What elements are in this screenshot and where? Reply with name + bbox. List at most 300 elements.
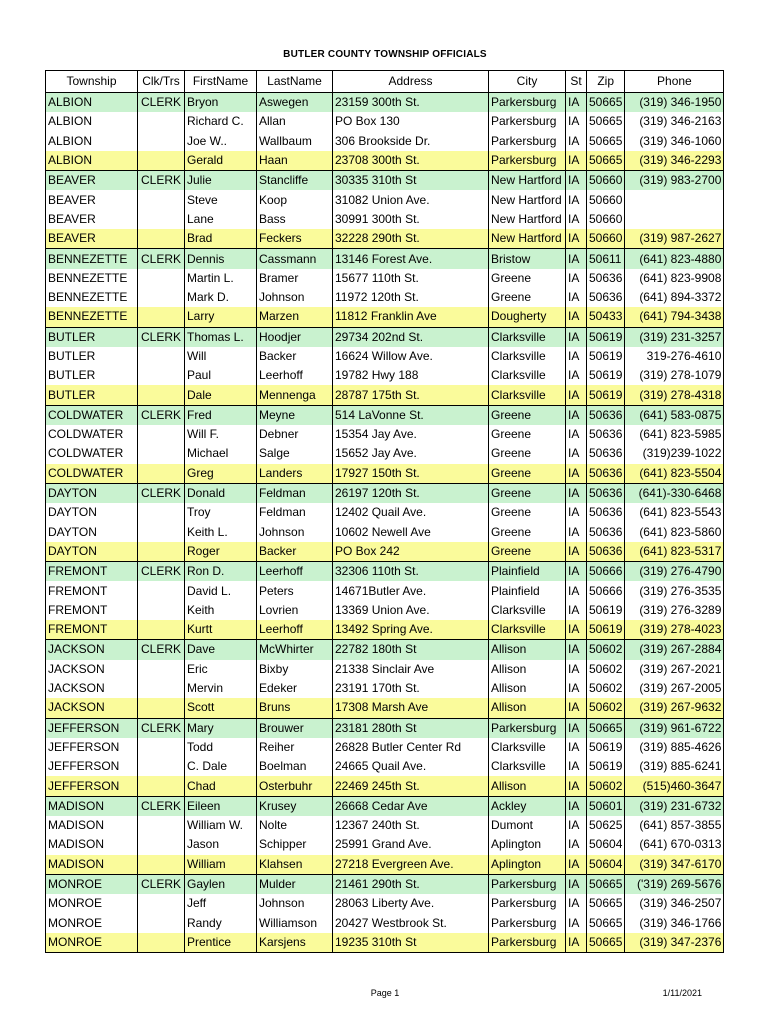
cell-phone: (641) 794-3438 (625, 307, 724, 327)
cell-state: IA (566, 347, 587, 366)
cell-clk-trs (138, 132, 185, 151)
cell-phone: (319) 231-6732 (625, 796, 724, 816)
cell-clk-trs (138, 464, 185, 484)
cell-clk-trs (138, 757, 185, 776)
cell-zip: 50619 (587, 385, 625, 405)
cell-address: 20427 Westbrook St. (333, 913, 489, 932)
cell-address: 28063 Liberty Ave. (333, 894, 489, 913)
cell-lastname: Bruns (257, 698, 333, 718)
table-row (46, 483, 724, 503)
cell-lastname: Salge (257, 444, 333, 463)
cell-city: Greene (489, 288, 566, 307)
cell-township: BENNEZETTE (46, 288, 138, 307)
table-row (46, 601, 724, 620)
table-row (46, 249, 724, 269)
cell-clk-trs (138, 581, 185, 600)
cell-city: Parkersburg (489, 894, 566, 913)
cell-zip: 50602 (587, 698, 625, 718)
cell-zip: 50601 (587, 796, 625, 816)
cell-zip: 50602 (587, 660, 625, 679)
cell-firstname: Dennis (185, 249, 257, 269)
cell-lastname: Leerhoff (257, 366, 333, 385)
cell-state: IA (566, 464, 587, 484)
cell-zip: 50619 (587, 327, 625, 347)
cell-state: IA (566, 327, 587, 347)
cell-township: COLDWATER (46, 425, 138, 444)
cell-lastname: Lovrien (257, 601, 333, 620)
cell-zip: 50619 (587, 738, 625, 757)
cell-address: 306 Brookside Dr. (333, 132, 489, 151)
cell-city: Clarksville (489, 385, 566, 405)
cell-clk-trs: CLERK (138, 718, 185, 738)
cell-township: FREMONT (46, 562, 138, 582)
cell-state: IA (566, 601, 587, 620)
cell-city: Parkersburg (489, 112, 566, 131)
cell-township: BUTLER (46, 385, 138, 405)
cell-lastname: Meyne (257, 405, 333, 425)
cell-township: MADISON (46, 855, 138, 875)
cell-address: 22469 245th St. (333, 776, 489, 796)
cell-phone: (641) 823-5985 (625, 425, 724, 444)
cell-zip: 50666 (587, 562, 625, 582)
cell-firstname: Prentice (185, 933, 257, 953)
cell-state: IA (566, 581, 587, 600)
cell-state: IA (566, 523, 587, 542)
cell-state: IA (566, 835, 587, 854)
table-row (46, 190, 724, 209)
cell-phone: (319) 346-1950 (625, 93, 724, 113)
cell-township: ALBION (46, 151, 138, 171)
cell-city: Greene (489, 425, 566, 444)
table-row (46, 464, 724, 484)
cell-lastname: Stancliffe (257, 171, 333, 191)
cell-zip: 50665 (587, 718, 625, 738)
cell-zip: 50619 (587, 347, 625, 366)
cell-state: IA (566, 483, 587, 503)
table-row (46, 229, 724, 249)
cell-zip: 50665 (587, 933, 625, 953)
cell-clk-trs (138, 542, 185, 562)
cell-city: New Hartford (489, 210, 566, 229)
cell-address: 32306 110th St. (333, 562, 489, 582)
cell-clk-trs (138, 503, 185, 522)
cell-lastname: Marzen (257, 307, 333, 327)
cell-city: Parkersburg (489, 132, 566, 151)
cell-clk-trs (138, 190, 185, 209)
cell-phone: (319) 987-2627 (625, 229, 724, 249)
cell-firstname: Paul (185, 366, 257, 385)
cell-address: 19235 310th St (333, 933, 489, 953)
cell-clk-trs (138, 385, 185, 405)
table-row (46, 913, 724, 932)
cell-state: IA (566, 210, 587, 229)
cell-clk-trs (138, 288, 185, 307)
cell-lastname: Debner (257, 425, 333, 444)
cell-address: 22782 180th St (333, 640, 489, 660)
table-row (46, 151, 724, 171)
cell-state: IA (566, 874, 587, 894)
cell-lastname: Aswegen (257, 93, 333, 113)
cell-zip: 50602 (587, 776, 625, 796)
cell-firstname: Michael (185, 444, 257, 463)
cell-lastname: Bass (257, 210, 333, 229)
cell-zip: 50602 (587, 640, 625, 660)
cell-phone: ('319) 269-5676 (625, 874, 724, 894)
cell-firstname: Keith L. (185, 523, 257, 542)
cell-address: 19782 Hwy 188 (333, 366, 489, 385)
cell-state: IA (566, 503, 587, 522)
cell-township: BEAVER (46, 229, 138, 249)
cell-firstname: William (185, 855, 257, 875)
cell-phone: (641) 823-9908 (625, 269, 724, 288)
cell-firstname: Mervin (185, 679, 257, 698)
table-row (46, 385, 724, 405)
cell-clk-trs: CLERK (138, 640, 185, 660)
cell-lastname: Feldman (257, 503, 333, 522)
cell-township: FREMONT (46, 620, 138, 640)
cell-clk-trs (138, 913, 185, 932)
table-row (46, 835, 724, 854)
column-header-firstname: FirstName (185, 71, 257, 93)
cell-firstname: Randy (185, 913, 257, 932)
cell-township: JEFFERSON (46, 738, 138, 757)
table-row (46, 542, 724, 562)
cell-city: Clarksville (489, 601, 566, 620)
cell-phone: (319) 276-3289 (625, 601, 724, 620)
cell-city: Allison (489, 679, 566, 698)
column-header-address: Address (333, 71, 489, 93)
cell-clk-trs (138, 229, 185, 249)
cell-zip: 50665 (587, 112, 625, 131)
cell-zip: 50636 (587, 542, 625, 562)
cell-phone: (515)460-3647 (625, 776, 724, 796)
cell-township: JEFFERSON (46, 757, 138, 776)
table-row (46, 327, 724, 347)
cell-township: JACKSON (46, 640, 138, 660)
cell-township: BENNEZETTE (46, 307, 138, 327)
cell-firstname: Roger (185, 542, 257, 562)
cell-phone: (641) 823-4880 (625, 249, 724, 269)
cell-lastname: Backer (257, 347, 333, 366)
table-row (46, 444, 724, 463)
cell-lastname: McWhirter (257, 640, 333, 660)
cell-city: Parkersburg (489, 93, 566, 113)
cell-township: COLDWATER (46, 444, 138, 463)
cell-lastname: Osterbuhr (257, 776, 333, 796)
table-row (46, 679, 724, 698)
cell-phone (625, 210, 724, 229)
cell-firstname: Todd (185, 738, 257, 757)
cell-clk-trs (138, 738, 185, 757)
cell-firstname: Eileen (185, 796, 257, 816)
cell-lastname: Mulder (257, 874, 333, 894)
cell-firstname: Kurtt (185, 620, 257, 640)
cell-address: 27218 Evergreen Ave. (333, 855, 489, 875)
cell-state: IA (566, 385, 587, 405)
cell-clk-trs (138, 366, 185, 385)
cell-lastname: Haan (257, 151, 333, 171)
cell-lastname: Leerhoff (257, 562, 333, 582)
cell-lastname: Edeker (257, 679, 333, 698)
cell-lastname: Leerhoff (257, 620, 333, 640)
cell-city: Greene (489, 523, 566, 542)
cell-state: IA (566, 425, 587, 444)
cell-clk-trs (138, 620, 185, 640)
cell-state: IA (566, 562, 587, 582)
table-row (46, 307, 724, 327)
cell-firstname: William W. (185, 816, 257, 835)
cell-firstname: Mary (185, 718, 257, 738)
cell-zip: 50660 (587, 171, 625, 191)
cell-phone: (319) 278-4318 (625, 385, 724, 405)
cell-lastname: Koop (257, 190, 333, 209)
cell-city: Clarksville (489, 738, 566, 757)
cell-zip: 50636 (587, 483, 625, 503)
cell-zip: 50611 (587, 249, 625, 269)
cell-address: PO Box 242 (333, 542, 489, 562)
cell-address: 514 LaVonne St. (333, 405, 489, 425)
cell-zip: 50636 (587, 288, 625, 307)
cell-phone: (319) 347-2376 (625, 933, 724, 953)
cell-firstname: Dale (185, 385, 257, 405)
cell-lastname: Boelman (257, 757, 333, 776)
cell-zip: 50660 (587, 229, 625, 249)
cell-township: COLDWATER (46, 405, 138, 425)
cell-city: Parkersburg (489, 718, 566, 738)
cell-city: Greene (489, 405, 566, 425)
cell-zip: 50666 (587, 581, 625, 600)
cell-firstname: Jason (185, 835, 257, 854)
cell-clk-trs (138, 425, 185, 444)
cell-clk-trs (138, 933, 185, 953)
cell-township: MADISON (46, 796, 138, 816)
cell-phone: (319) 267-9632 (625, 698, 724, 718)
cell-state: IA (566, 620, 587, 640)
cell-clk-trs (138, 444, 185, 463)
cell-address: PO Box 130 (333, 112, 489, 131)
cell-address: 17308 Marsh Ave (333, 698, 489, 718)
column-header-township: Township (46, 71, 138, 93)
cell-firstname: Scott (185, 698, 257, 718)
cell-phone: (319) 983-2700 (625, 171, 724, 191)
cell-firstname: Gaylen (185, 874, 257, 894)
cell-address: 12402 Quail Ave. (333, 503, 489, 522)
cell-city: Parkersburg (489, 151, 566, 171)
cell-township: BENNEZETTE (46, 249, 138, 269)
cell-township: ALBION (46, 132, 138, 151)
cell-state: IA (566, 913, 587, 932)
cell-address: 32228 290th St. (333, 229, 489, 249)
cell-lastname: Reiher (257, 738, 333, 757)
cell-zip: 50619 (587, 757, 625, 776)
cell-zip: 50660 (587, 210, 625, 229)
cell-state: IA (566, 190, 587, 209)
cell-address: 15354 Jay Ave. (333, 425, 489, 444)
cell-zip: 50604 (587, 835, 625, 854)
cell-city: Clarksville (489, 327, 566, 347)
cell-firstname: C. Dale (185, 757, 257, 776)
cell-address: 28787 175th St. (333, 385, 489, 405)
table-row (46, 405, 724, 425)
cell-city: Plainfield (489, 581, 566, 600)
cell-city: Greene (489, 483, 566, 503)
cell-state: IA (566, 894, 587, 913)
cell-phone: (641) 857-3855 (625, 816, 724, 835)
cell-city: Allison (489, 660, 566, 679)
cell-clk-trs: CLERK (138, 796, 185, 816)
cell-township: BEAVER (46, 190, 138, 209)
cell-zip: 50665 (587, 132, 625, 151)
cell-state: IA (566, 718, 587, 738)
cell-firstname: Greg (185, 464, 257, 484)
cell-lastname: Johnson (257, 288, 333, 307)
cell-zip: 50433 (587, 307, 625, 327)
cell-city: New Hartford (489, 190, 566, 209)
table-row (46, 855, 724, 875)
cell-township: BEAVER (46, 171, 138, 191)
cell-address: 14671Butler Ave. (333, 581, 489, 600)
cell-zip: 50636 (587, 405, 625, 425)
cell-zip: 50665 (587, 913, 625, 932)
cell-phone: (641) 823-5317 (625, 542, 724, 562)
cell-clk-trs: CLERK (138, 874, 185, 894)
cell-address: 21461 290th St. (333, 874, 489, 894)
cell-firstname: Martin L. (185, 269, 257, 288)
cell-phone: (319) 347-6170 (625, 855, 724, 875)
table-row (46, 757, 724, 776)
cell-address: 12367 240th St. (333, 816, 489, 835)
cell-city: Allison (489, 640, 566, 660)
cell-state: IA (566, 93, 587, 113)
cell-zip: 50625 (587, 816, 625, 835)
cell-city: Clarksville (489, 757, 566, 776)
table-row (46, 503, 724, 522)
cell-state: IA (566, 151, 587, 171)
cell-state: IA (566, 855, 587, 875)
cell-address: 17927 150th St. (333, 464, 489, 484)
cell-address: 26197 120th St. (333, 483, 489, 503)
cell-phone: (319) 278-4023 (625, 620, 724, 640)
cell-firstname: Fred (185, 405, 257, 425)
cell-address: 23181 280th St (333, 718, 489, 738)
table-row (46, 796, 724, 816)
cell-phone: (319) 278-1079 (625, 366, 724, 385)
cell-lastname: Cassmann (257, 249, 333, 269)
cell-city: Clarksville (489, 366, 566, 385)
cell-city: Allison (489, 698, 566, 718)
table-row (46, 874, 724, 894)
cell-zip: 50665 (587, 151, 625, 171)
cell-zip: 50665 (587, 93, 625, 113)
cell-clk-trs: CLERK (138, 249, 185, 269)
cell-state: IA (566, 171, 587, 191)
cell-lastname: Backer (257, 542, 333, 562)
cell-township: JEFFERSON (46, 776, 138, 796)
cell-state: IA (566, 249, 587, 269)
cell-lastname: Nolte (257, 816, 333, 835)
cell-state: IA (566, 444, 587, 463)
cell-address: 13146 Forest Ave. (333, 249, 489, 269)
cell-city: Greene (489, 269, 566, 288)
cell-city: Clarksville (489, 620, 566, 640)
cell-phone: (641) 823-5543 (625, 503, 724, 522)
cell-city: Allison (489, 776, 566, 796)
cell-clk-trs: CLERK (138, 405, 185, 425)
cell-address: 15677 110th St. (333, 269, 489, 288)
cell-city: Ackley (489, 796, 566, 816)
cell-firstname: David L. (185, 581, 257, 600)
cell-clk-trs (138, 269, 185, 288)
cell-zip: 50602 (587, 679, 625, 698)
table-row (46, 660, 724, 679)
table-row (46, 776, 724, 796)
table-row (46, 698, 724, 718)
cell-phone: (319) 346-2163 (625, 112, 724, 131)
cell-address: 21338 Sinclair Ave (333, 660, 489, 679)
table-row (46, 933, 724, 953)
cell-state: IA (566, 757, 587, 776)
cell-township: DAYTON (46, 523, 138, 542)
cell-lastname: Mennenga (257, 385, 333, 405)
cell-state: IA (566, 660, 587, 679)
table-row (46, 523, 724, 542)
cell-address: 10602 Newell Ave (333, 523, 489, 542)
cell-clk-trs: CLERK (138, 171, 185, 191)
cell-phone: (319) 346-1060 (625, 132, 724, 151)
cell-zip: 50619 (587, 366, 625, 385)
page-number: Page 1 (370, 988, 400, 998)
cell-city: Parkersburg (489, 874, 566, 894)
cell-zip: 50619 (587, 620, 625, 640)
cell-township: COLDWATER (46, 464, 138, 484)
table-row (46, 112, 724, 131)
cell-city: Greene (489, 464, 566, 484)
cell-phone: (319) 276-3535 (625, 581, 724, 600)
cell-lastname: Landers (257, 464, 333, 484)
cell-state: IA (566, 738, 587, 757)
cell-zip: 50619 (587, 601, 625, 620)
cell-city: New Hartford (489, 229, 566, 249)
table-row (46, 210, 724, 229)
cell-lastname: Brouwer (257, 718, 333, 738)
cell-township: FREMONT (46, 601, 138, 620)
cell-township: DAYTON (46, 503, 138, 522)
cell-firstname: Steve (185, 190, 257, 209)
cell-city: Parkersburg (489, 913, 566, 932)
cell-township: BENNEZETTE (46, 269, 138, 288)
cell-firstname: Ron D. (185, 562, 257, 582)
column-header-st: St (566, 71, 587, 93)
cell-address: 16624 Willow Ave. (333, 347, 489, 366)
cell-city: Parkersburg (489, 933, 566, 953)
cell-clk-trs (138, 816, 185, 835)
cell-firstname: Will F. (185, 425, 257, 444)
cell-township: BUTLER (46, 366, 138, 385)
cell-firstname: Bryon (185, 93, 257, 113)
cell-lastname: Feckers (257, 229, 333, 249)
cell-address: 24665 Quail Ave. (333, 757, 489, 776)
cell-clk-trs: CLERK (138, 327, 185, 347)
cell-lastname: Allan (257, 112, 333, 131)
cell-phone: (641) 670-0313 (625, 835, 724, 854)
cell-clk-trs (138, 347, 185, 366)
cell-firstname: Thomas L. (185, 327, 257, 347)
cell-firstname: Eric (185, 660, 257, 679)
cell-state: IA (566, 698, 587, 718)
cell-township: BUTLER (46, 347, 138, 366)
cell-lastname: Bixby (257, 660, 333, 679)
cell-phone: (319) 346-2507 (625, 894, 724, 913)
